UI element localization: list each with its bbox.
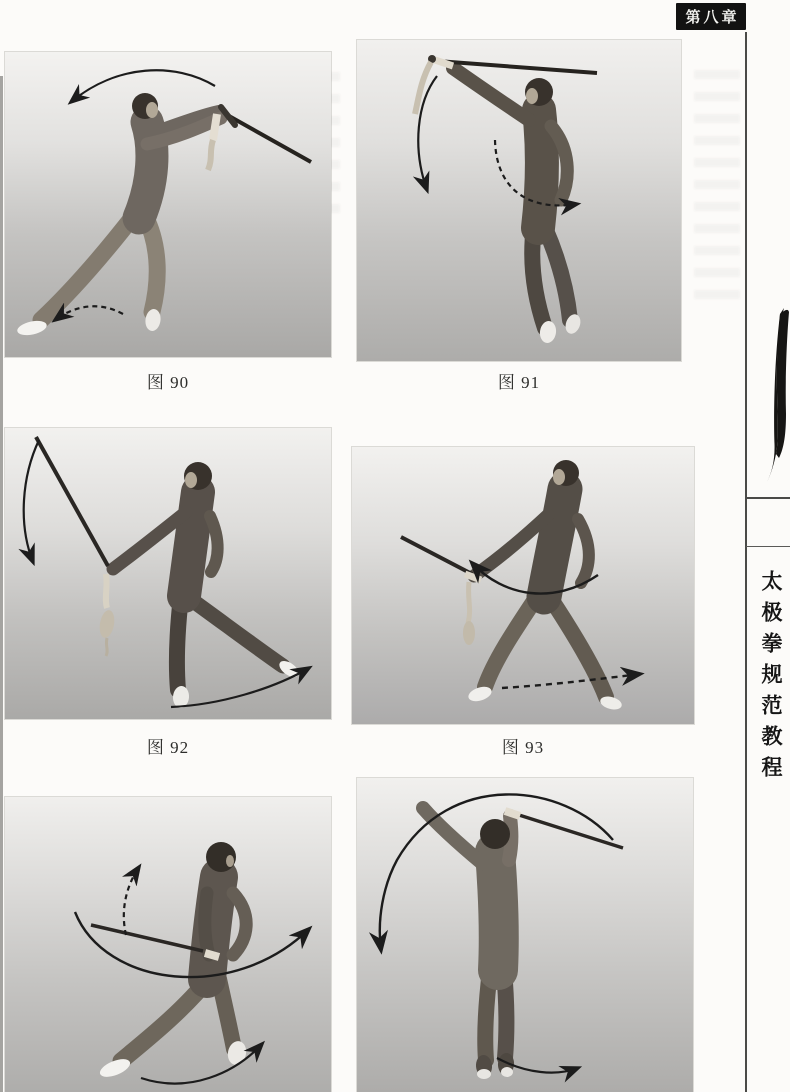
scan-edge [0, 76, 3, 1092]
figure-photo-92 [5, 428, 331, 719]
chapter-tab: 第八章 [676, 3, 746, 30]
margin-vertical-rule [745, 32, 747, 1092]
figure-photo-91 [357, 40, 681, 361]
figure-caption-93: 图 93 [501, 738, 545, 757]
margin-divider-upper [746, 497, 790, 499]
figure-caption-90: 图 90 [146, 373, 190, 392]
margin-divider-lower [746, 546, 790, 547]
figure-photo-93 [352, 447, 694, 724]
decorative-brush-stroke [763, 306, 790, 484]
figure-photo-90 [5, 52, 331, 357]
figure-photo-95 [357, 778, 693, 1092]
book-side-title: 太极拳规范教程 [759, 570, 783, 787]
show-through-text [694, 70, 740, 305]
figure-caption-91: 图 91 [497, 373, 541, 392]
figure-photo-94 [5, 797, 331, 1092]
figure-caption-92: 图 92 [146, 738, 190, 757]
